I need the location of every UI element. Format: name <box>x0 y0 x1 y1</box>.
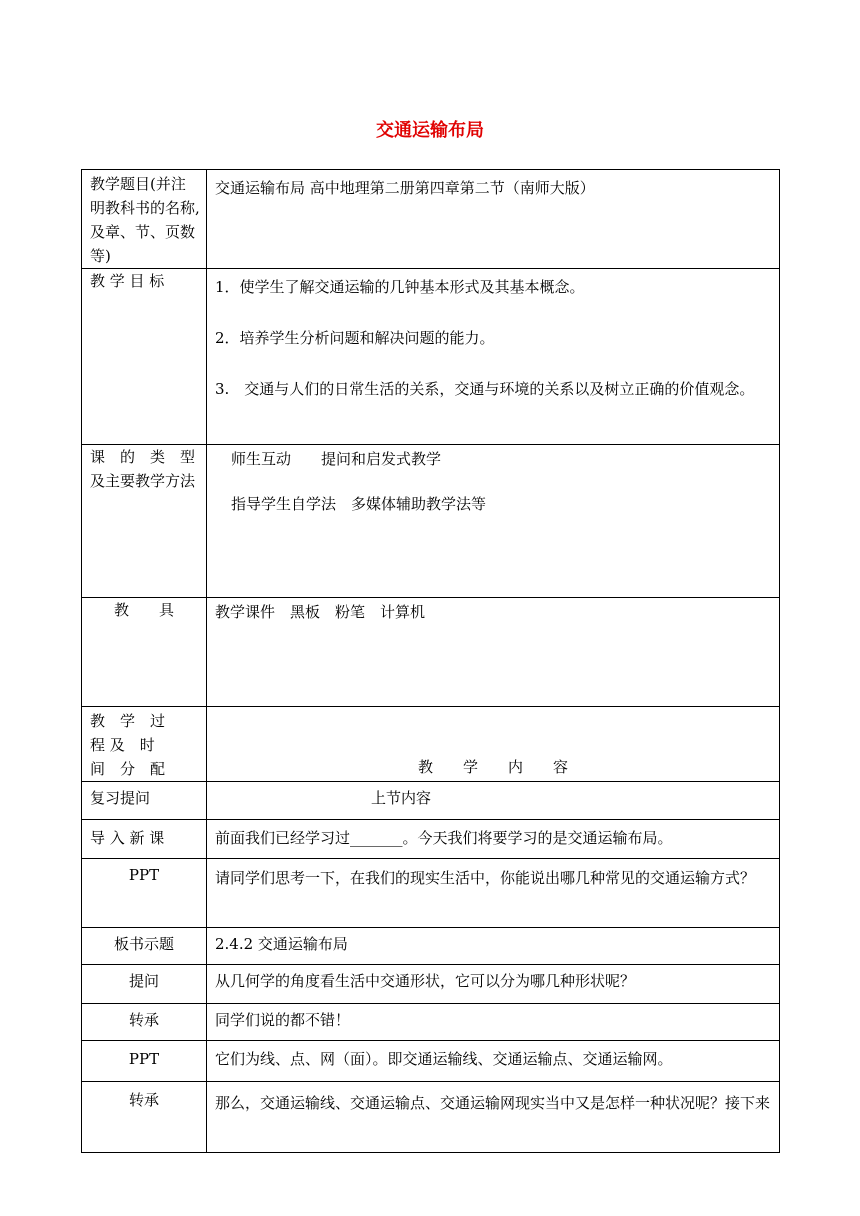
table-row-step <box>82 1004 780 1041</box>
step-label: 转承 <box>82 1082 207 1153</box>
step-content: 请同学们思考一下，在我们的现实生活中，你能说出哪几种常见的交通运输方式？ <box>207 859 780 928</box>
table-row-topic <box>82 170 780 269</box>
page-title: 交通运输布局 <box>376 120 484 141</box>
tools-label: 教 具 <box>82 598 207 707</box>
goal-item-2: 2．培养学生分析问题和解决问题的能力。 <box>215 329 495 347</box>
step-label: 转承 <box>82 1004 207 1041</box>
table-row-step <box>82 782 780 820</box>
process-content-header: 教 学 内 容 <box>207 707 780 782</box>
topic-content: 交通运输布局 高中地理第二册第四章第二节（南师大版） <box>207 170 780 269</box>
step-content: 从几何学的角度看生活中交通形状，它可以分为哪几种形状呢？ <box>207 965 780 1004</box>
step-label: 板书示题 <box>82 928 207 965</box>
table-row-step <box>82 859 780 928</box>
goals-content <box>207 269 780 445</box>
step-label: PPT <box>82 1041 207 1082</box>
process-label <box>82 707 207 782</box>
lesson-plan-table <box>81 169 780 1153</box>
step-content: 2.4.2 交通运输布局 <box>207 928 780 965</box>
step-content: 前面我们已经学习过_______。今天我们将要学习的是交通运输布局。 <box>207 820 780 859</box>
step-content: 上节内容 <box>207 782 780 820</box>
method-line-2: 指导学生自学法 多媒体辅助教学法等 <box>231 495 487 513</box>
goal-item-3: 3. 交通与人们的日常生活的关系，交通与环境的关系以及树立正确的价值观念。 <box>215 380 755 398</box>
table-row-tools <box>82 598 780 707</box>
methods-content <box>207 445 780 598</box>
process-label-line-1: 教 学 过 <box>90 712 166 730</box>
step-label: 提问 <box>82 965 207 1004</box>
table-row-step <box>82 1082 780 1153</box>
method-line-1: 师生互动 提问和启发式教学 <box>231 450 442 468</box>
table-row-process <box>82 707 780 782</box>
step-content: 它们为线、点、网（面）。即交通运输线、交通运输点、交通运输网。 <box>207 1041 780 1082</box>
goal-item-1: 1．使学生了解交通运输的几钟基本形式及其基本概念。 <box>215 278 585 296</box>
goals-label: 教 学 目 标 <box>82 269 207 445</box>
table-row-step <box>82 928 780 965</box>
table-row-step <box>82 965 780 1004</box>
table-row-step <box>82 1041 780 1082</box>
process-label-line-3: 间 分 配 <box>90 760 166 778</box>
step-label: PPT <box>82 859 207 928</box>
table-row-step <box>82 820 780 859</box>
step-content: 那么，交通运输线、交通运输点、交通运输网现实当中又是怎样一种状况呢？接下来 <box>207 1082 780 1153</box>
methods-label: 课 的 类 型 及主要教学方法 <box>82 445 207 598</box>
step-label: 导 入 新 课 <box>82 820 207 859</box>
table-row-methods <box>82 445 780 598</box>
topic-label: 教学题目(并注明教科书的名称,及章、节、页数等) <box>82 170 207 269</box>
step-content: 同学们说的都不错！ <box>207 1004 780 1041</box>
tools-content: 教学课件 黑板 粉笔 计算机 <box>207 598 780 707</box>
table-row-goals <box>82 269 780 445</box>
step-label: 复习提问 <box>82 782 207 820</box>
process-label-line-2: 程 及 时 <box>90 736 155 754</box>
